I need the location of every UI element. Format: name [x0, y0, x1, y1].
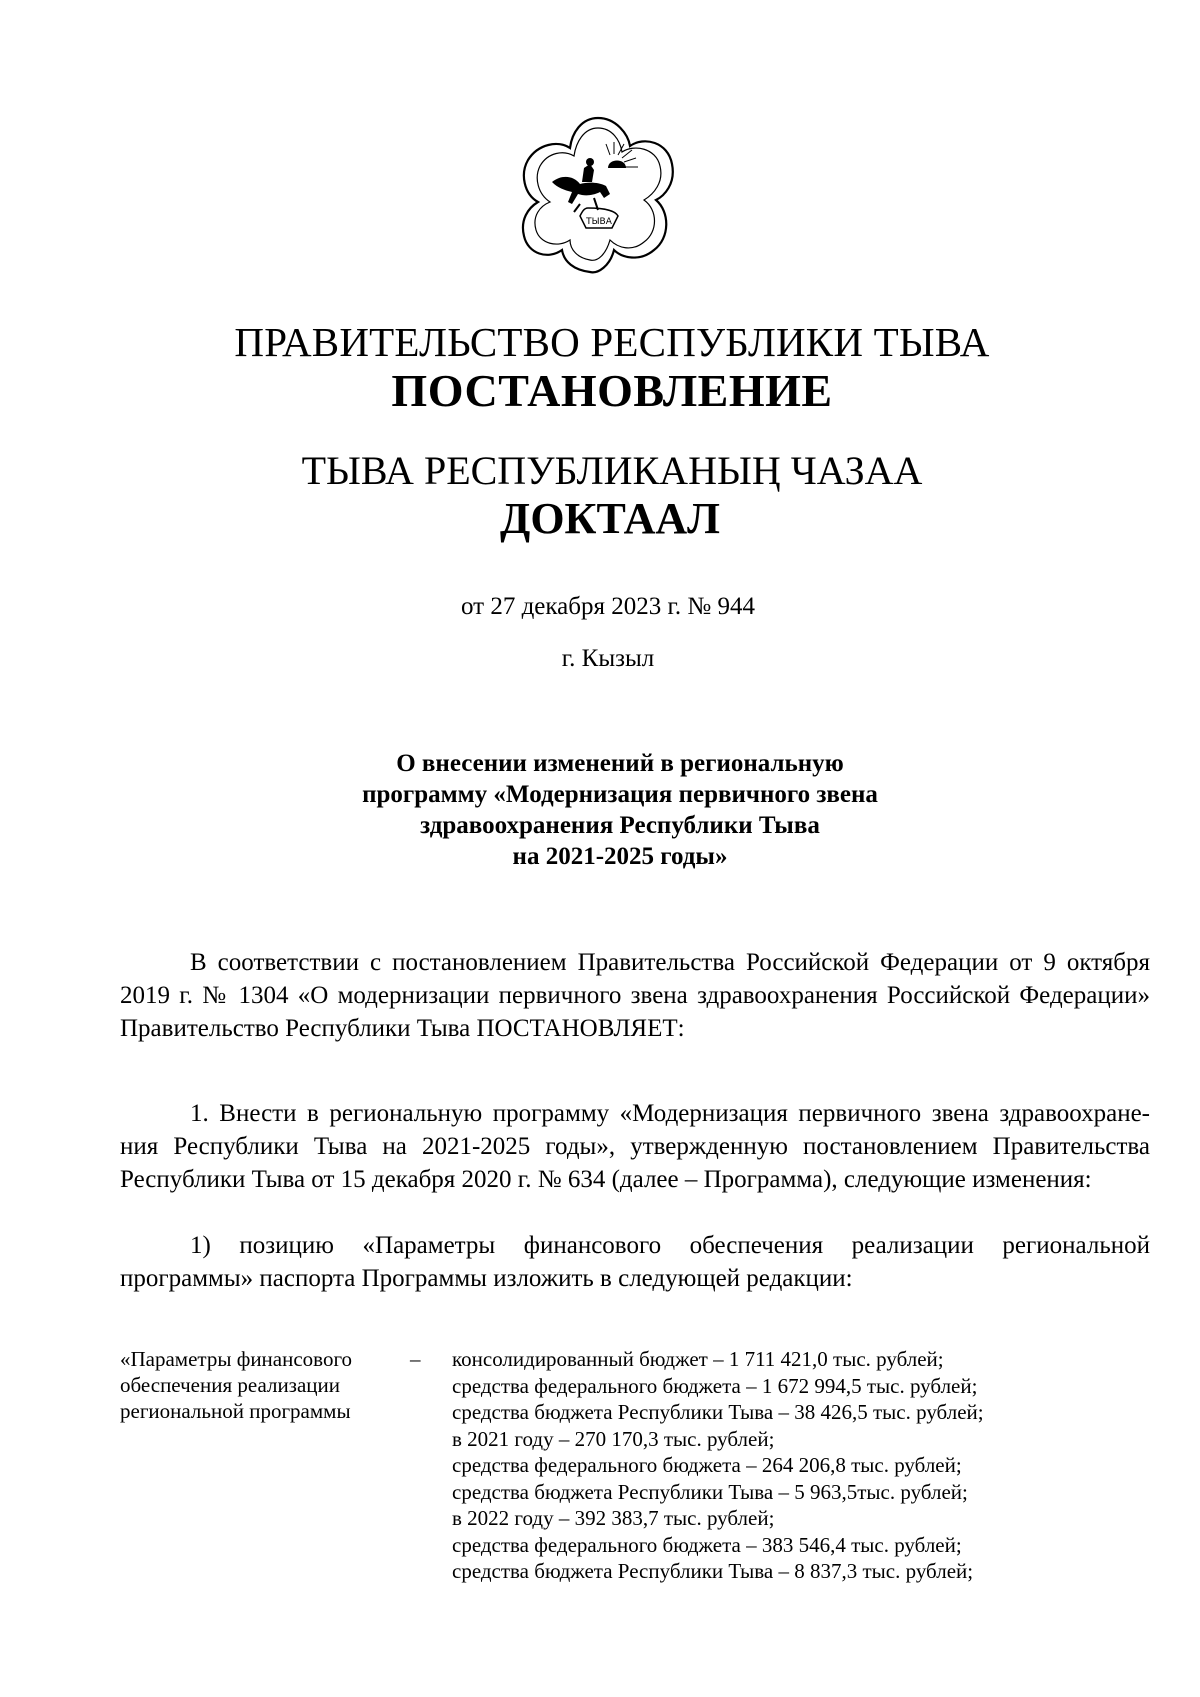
subject-line: программу «Модернизация первичного звена — [362, 781, 878, 808]
clause-1-paragraph: 1. Внести в региональную программу «Модернизация первичного звена здравоохране-ния Республики Тыва на 2021-2025 годы», утвержденную постановлением Правительства Республики Тыва от 15 декабря 2020 г. № 634 (далее – Программа), следующие изменения: — [120, 1100, 1150, 1193]
params-dash: – — [410, 1347, 421, 1371]
government-title: ПРАВИТЕЛЬСТВО РЕСПУБЛИКИ ТЫВА — [234, 319, 990, 365]
params-line: консолидированный бюджет – 1 711 421,0 тыс. рублей; — [452, 1347, 944, 1371]
params-line: в 2022 году – 392 383,7 тыс. рублей; — [452, 1506, 775, 1530]
params-line: в 2021 году – 270 170,3 тыс. рублей; — [452, 1426, 775, 1451]
params-line: средства бюджета Республики Тыва – 38 426,5 тыс. рублей; — [452, 1400, 984, 1424]
params-list — [452, 1346, 1112, 1585]
params-line: средства федерального бюджета – 1 672 994,5 тыс. рублей; — [452, 1373, 978, 1398]
subject-line: на 2021-2025 годы» — [512, 843, 728, 870]
params-line: средства федерального бюджета – 264 206,8 тыс. рублей; — [452, 1453, 962, 1477]
government-title-tuvan: ТЫВА РЕСПУБЛИКАНЫҢ ЧАЗАА — [301, 448, 923, 493]
decree-heading-tuvan: ДОКТААЛ — [500, 494, 720, 543]
params-label: «Параметры финансового обеспечения реализации региональной программы — [120, 1347, 353, 1423]
tuva-coat-of-arms-icon — [518, 112, 678, 278]
preamble-paragraph: В соответствии с постановлением Правительства Российской Федерации от 9 октября 2019 г. № 1304 «О модернизации первичного звена здравоохранения Российской Федерации» Правительство Республики Тыва ПОСТАНОВЛЯЕТ: — [120, 949, 1150, 1042]
decree-subject — [300, 748, 940, 872]
svg-text:ТЫВА: ТЫВА — [586, 217, 612, 227]
params-line: средства федерального бюджета – 383 546,4 тыс. рублей; — [452, 1532, 962, 1557]
subclause-1-paragraph: 1) позицию «Параметры финансового обеспечения реализации региональной программы» паспорта Программы изложить в следующей редакции: — [120, 1232, 1150, 1292]
params-line: средства бюджета Республики Тыва – 8 837,3 тыс. рублей; — [452, 1559, 974, 1583]
decree-city: г. Кызыл — [561, 645, 655, 672]
subject-line: здравоохранения Республики Тыва — [420, 812, 820, 839]
decree-date-number: от 27 декабря 2023 г. № 944 — [460, 593, 756, 620]
decree-heading: ПОСТАНОВЛЕНИЕ — [391, 365, 833, 416]
subject-line: О внесении изменений в региональную — [396, 750, 844, 777]
params-line: средства бюджета Республики Тыва – 5 963,5тыс. рублей; — [452, 1479, 968, 1504]
